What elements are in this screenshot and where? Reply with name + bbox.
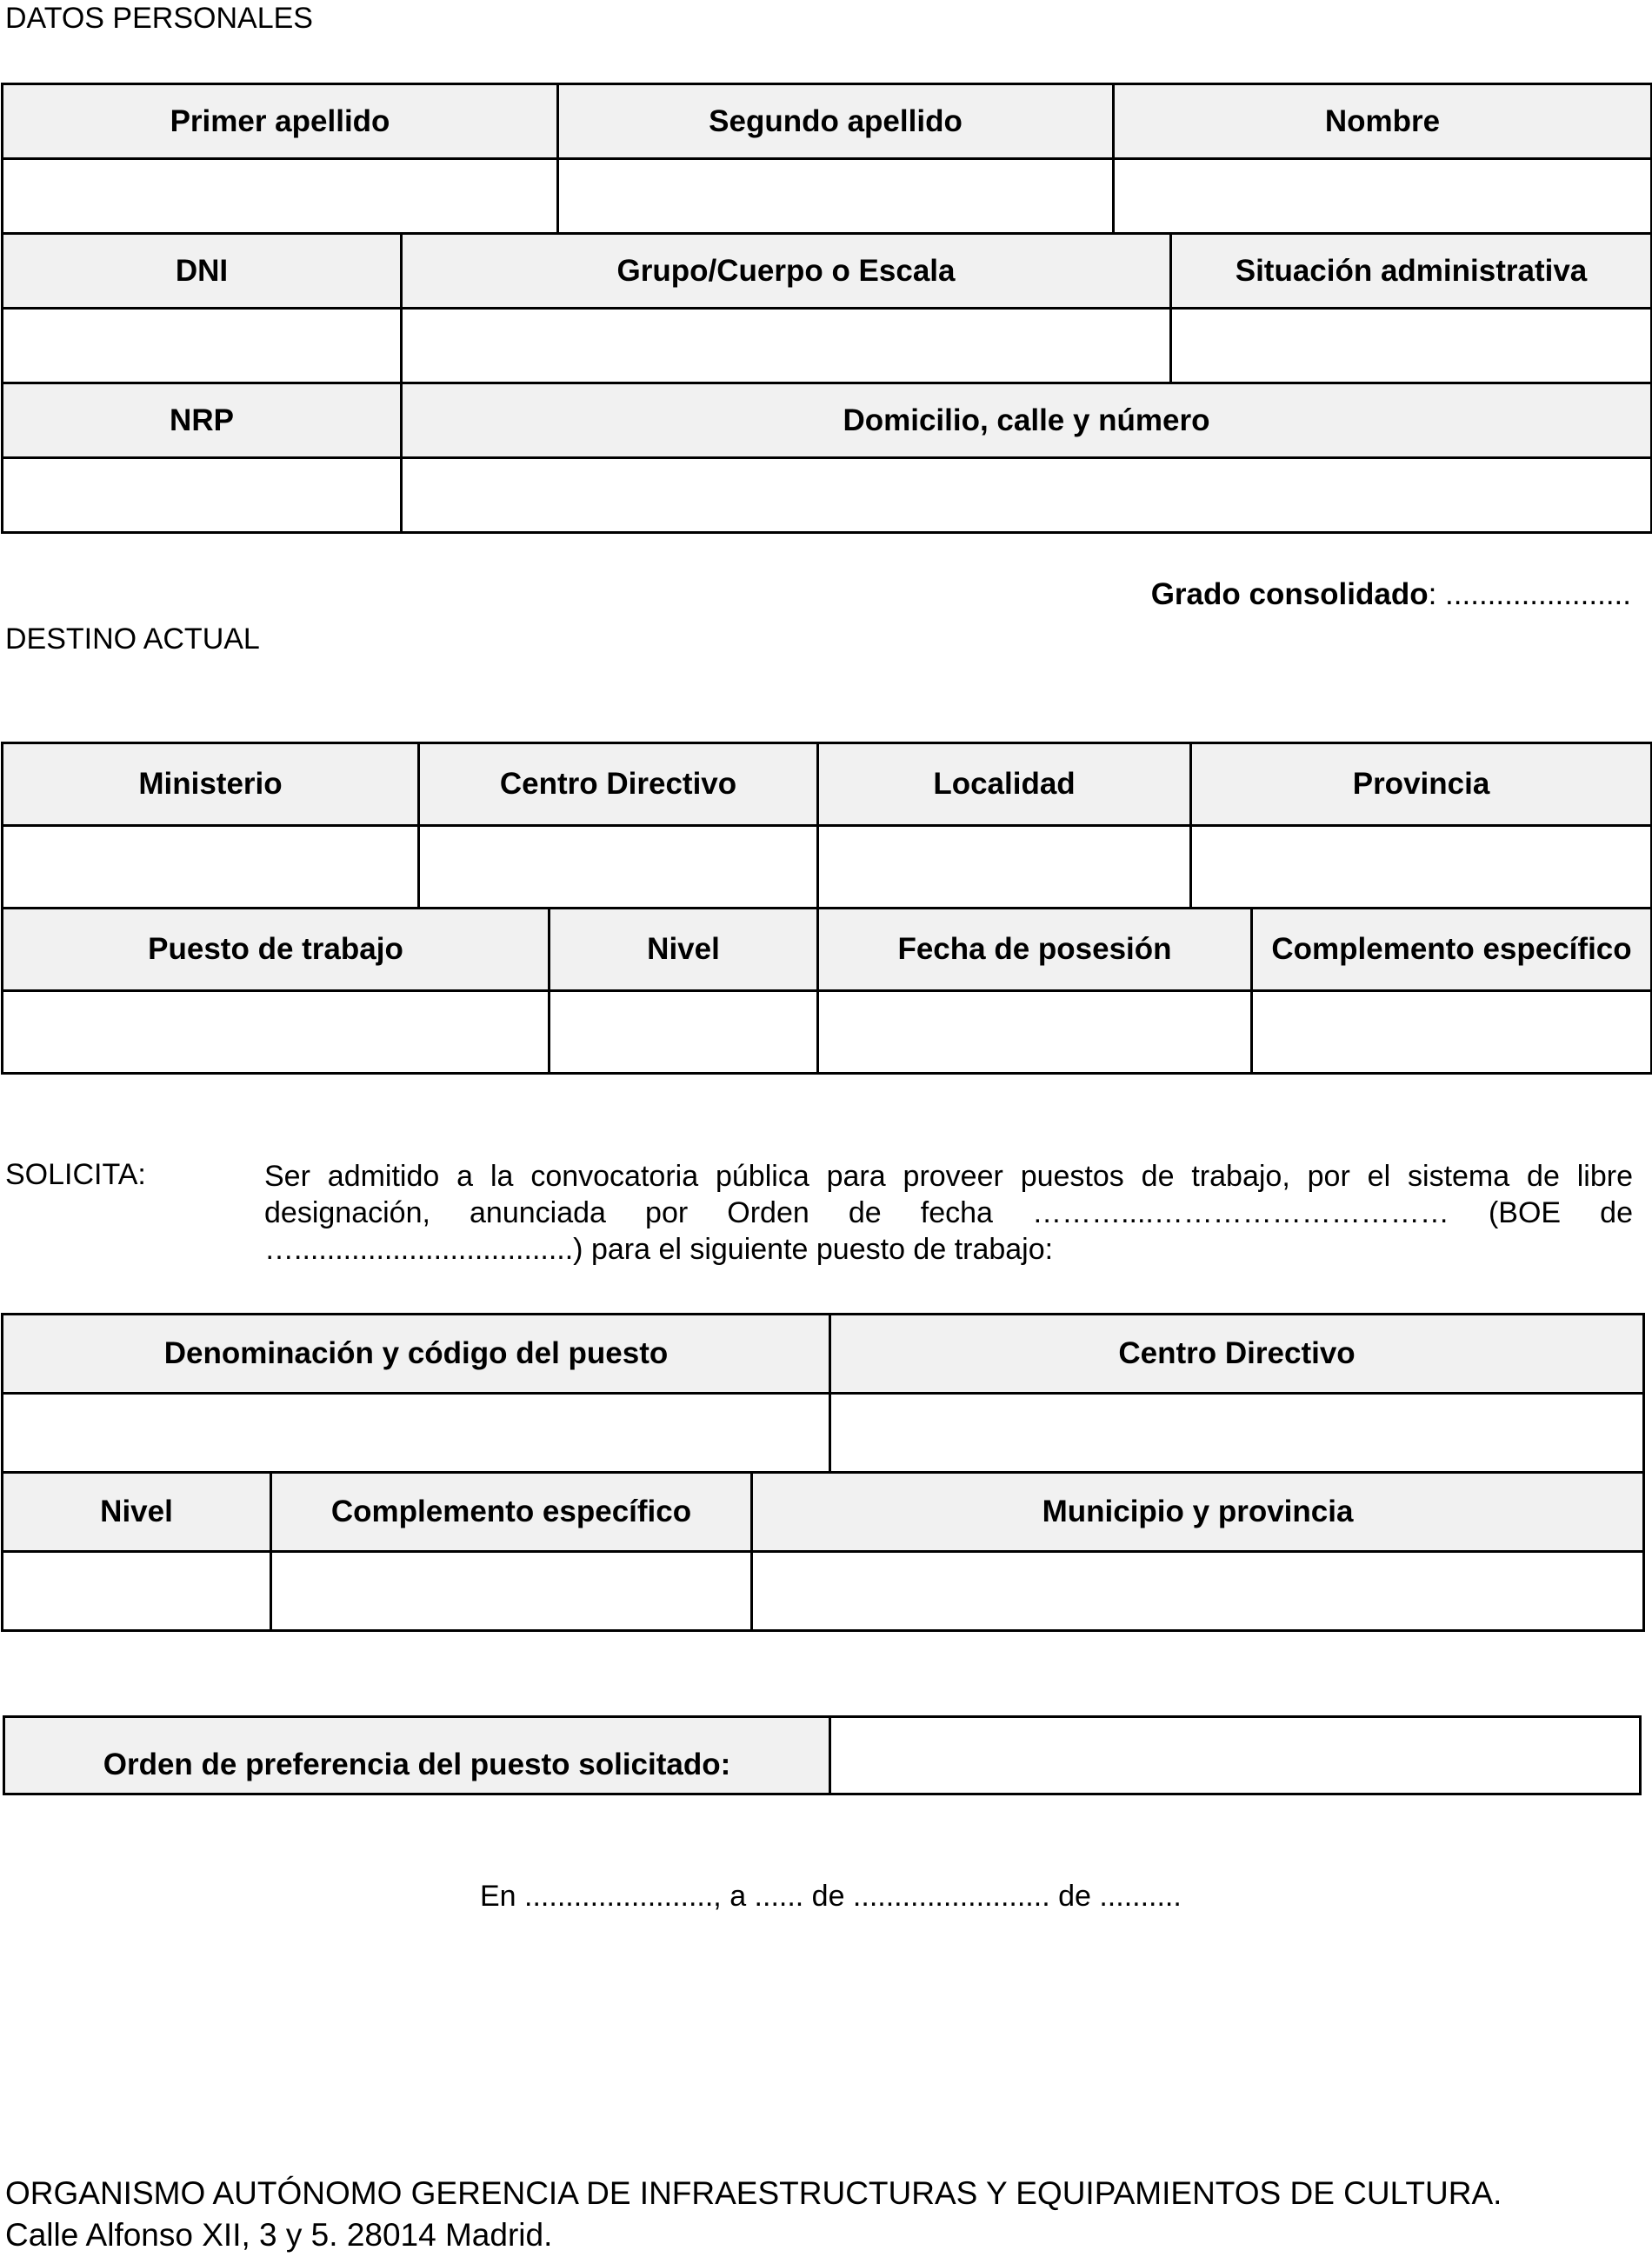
header-segundo-apellido: Segundo apellido [558,84,1114,159]
header-nivel: Nivel [550,909,818,991]
centro-directivo-solicitado-field[interactable] [830,1394,1644,1473]
header-fecha-posesion: Fecha de posesión [818,909,1252,991]
fecha-posesion-field[interactable] [818,991,1252,1074]
preferencia-field[interactable] [830,1717,1641,1794]
header-provincia: Provincia [1191,743,1652,826]
complemento-especifico-field[interactable] [1252,991,1652,1074]
header-nivel-solicitado: Nivel [3,1473,271,1552]
header-complemento-especifico: Complemento específico [1252,909,1652,991]
solicita-line-2: …..................................) para el siguiente puesto de trabajo: [264,1233,1054,1266]
header-grupo-cuerpo: Grupo/Cuerpo o Escala [402,234,1171,309]
nivel-field[interactable] [550,991,818,1074]
personal-section-title: DATOS PERSONALES [5,2,313,35]
solicita-line-1: Ser admitido a la convocatoria pública para proveer puestos de trabajo, por el sistema de libre designación, anunciada por Orden de fecha ………....………………………… (BOE de [264,1160,1633,1229]
header-primer-apellido: Primer apellido [3,84,558,159]
nivel-solicitado-field[interactable] [3,1552,271,1631]
header-dni: DNI [3,234,402,309]
header-denominacion-codigo: Denominación y código del puesto [3,1315,830,1394]
grado-consolidado-value[interactable]: : ...................... [1428,577,1631,611]
nombre-field[interactable] [1114,159,1652,234]
header-localidad: Localidad [818,743,1191,826]
domicilio-field[interactable] [402,458,1652,533]
footer-organismo: ORGANISMO AUTÓNOMO GERENCIA DE INFRAESTRUCTURAS Y EQUIPAMIENTOS DE CULTURA. [5,2175,1502,2211]
puesto-solicitado-table [1,1313,1645,1632]
preferencia-table [3,1715,1642,1795]
header-municipio-provincia: Municipio y provincia [752,1473,1644,1552]
centro-directivo-field[interactable] [419,826,818,909]
header-nrp: NRP [3,383,402,458]
denominacion-codigo-field[interactable] [3,1394,830,1473]
header-situacion-administrativa: Situación administrativa [1171,234,1652,309]
grado-consolidado-label: Grado consolidado [1150,577,1429,611]
puesto-trabajo-field[interactable] [3,991,550,1074]
header-centro-directivo-solicitado: Centro Directivo [830,1315,1644,1394]
nrp-field[interactable] [3,458,402,533]
lugar-fecha-line: En ......................., a ...... de ........................ de .......... [480,1880,1182,1913]
header-centro-directivo: Centro Directivo [419,743,818,826]
ministerio-field[interactable] [3,826,419,909]
destino-section-title: DESTINO ACTUAL [5,623,260,656]
footer-direccion: Calle Alfonso XII, 3 y 5. 28014 Madrid. [5,2217,553,2253]
primer-apellido-field[interactable] [3,159,558,234]
grupo-cuerpo-field[interactable] [402,309,1171,383]
complemento-solicitado-field[interactable] [271,1552,752,1631]
header-nombre: Nombre [1114,84,1652,159]
provincia-field[interactable] [1191,826,1652,909]
segundo-apellido-field[interactable] [558,159,1114,234]
solicita-text [264,1158,1633,1268]
dni-field[interactable] [3,309,402,383]
municipio-provincia-field[interactable] [752,1552,1644,1631]
header-domicilio: Domicilio, calle y número [402,383,1652,458]
header-complemento-solicitado: Complemento específico [271,1473,752,1552]
preferencia-label: Orden de preferencia del puesto solicitado: [4,1717,830,1794]
localidad-field[interactable] [818,826,1191,909]
destino-table [1,742,1652,1075]
solicita-label: SOLICITA: [5,1158,146,1191]
header-puesto-trabajo: Puesto de trabajo [3,909,550,991]
grado-consolidado [1151,577,1631,612]
personal-data-table [1,83,1652,534]
situacion-administrativa-field[interactable] [1171,309,1652,383]
header-ministerio: Ministerio [3,743,419,826]
